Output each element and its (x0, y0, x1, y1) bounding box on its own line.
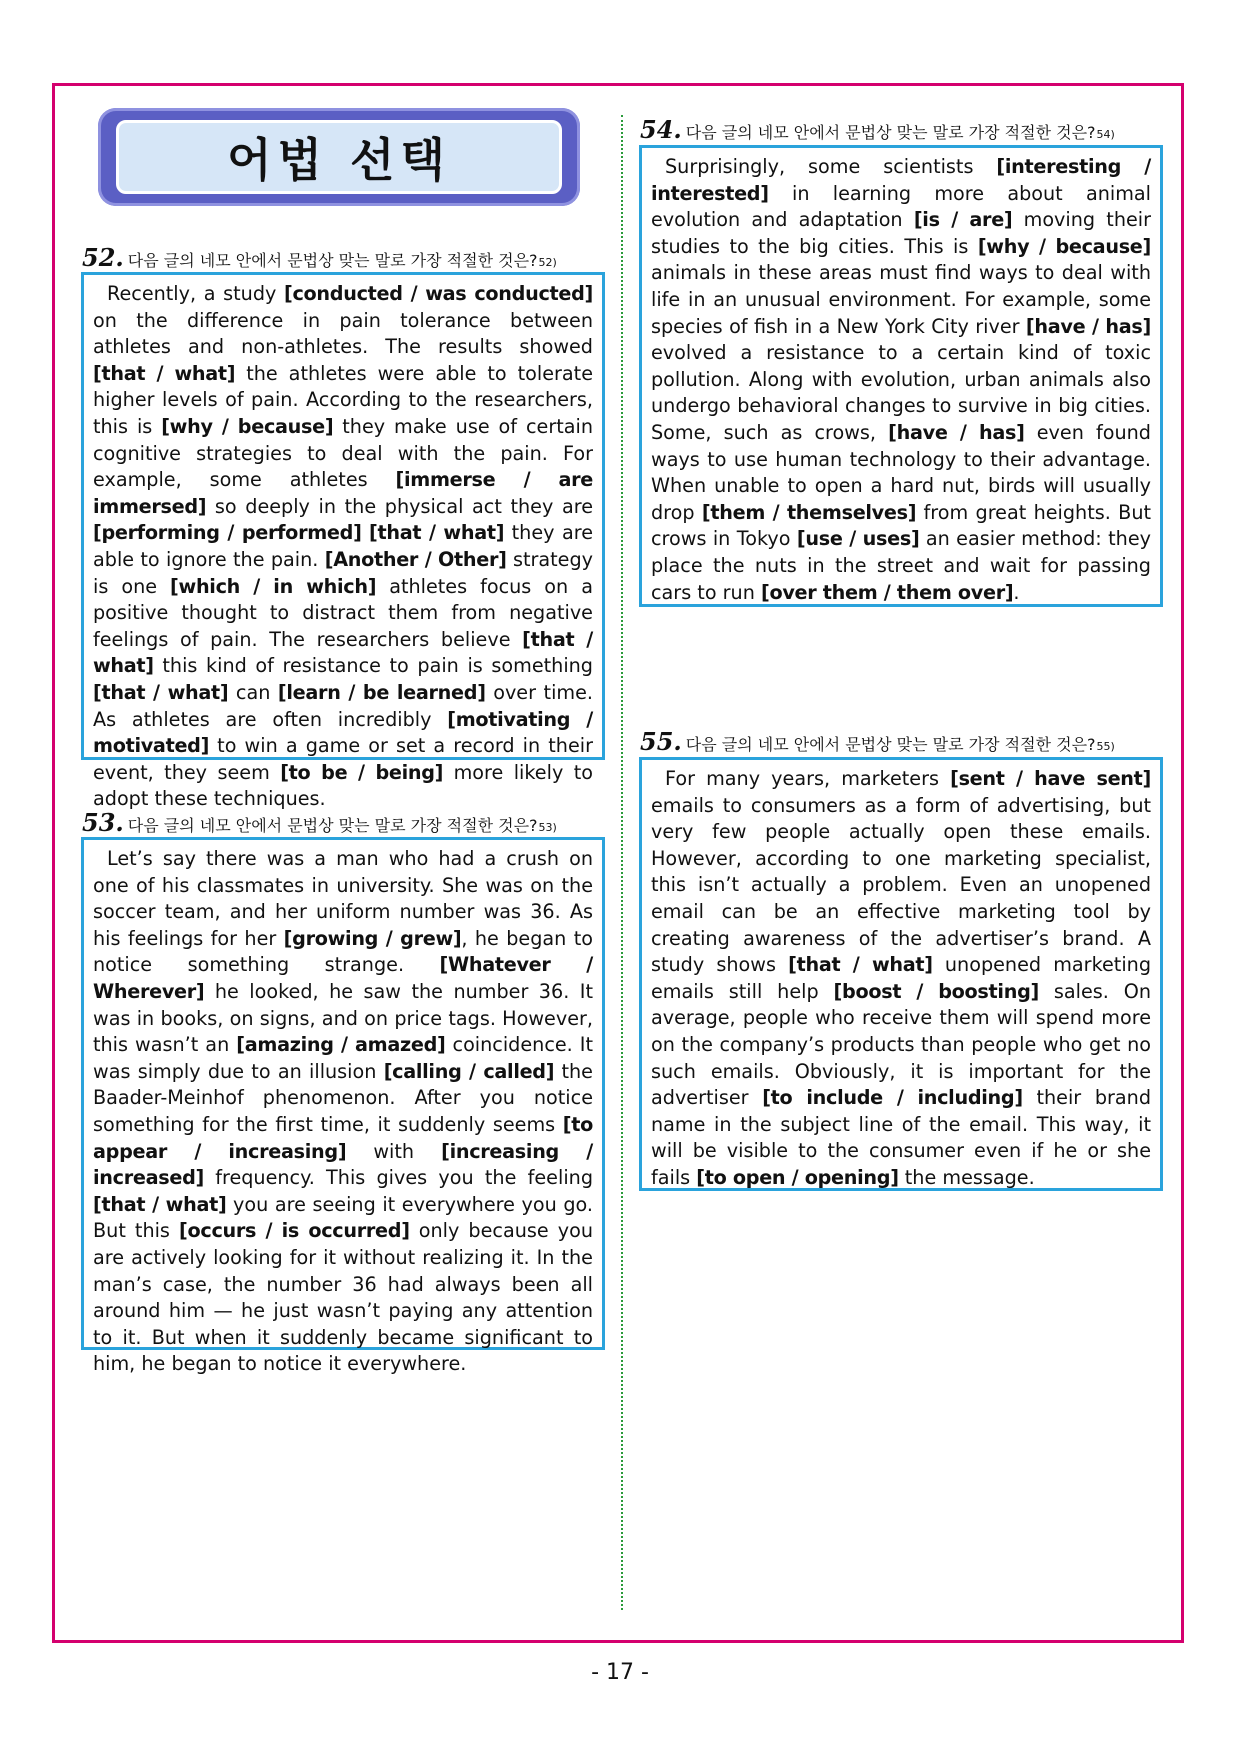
question-number: 54. (640, 115, 682, 144)
grammar-choice: [that / what] (93, 627, 593, 678)
passage-box-55 (639, 757, 1163, 1191)
grammar-choice: [immerse / are immersed] (93, 468, 593, 518)
grammar-choice: [to be / being] (280, 760, 444, 784)
grammar-choice: [that / what] (93, 361, 236, 385)
grammar-choice: [increasing / increased] (93, 1139, 594, 1190)
question-footnote-ref: 55) (1096, 740, 1115, 753)
question-instruction: 다음 글의 네모 안에서 문법상 맞는 말로 가장 적절한 것은? (685, 735, 1096, 754)
grammar-choice: [to appear / increasing] (93, 1112, 593, 1163)
grammar-choice: [to open / opening] (696, 1165, 899, 1189)
question-header-53 (82, 808, 557, 837)
page-number: - 17 - (591, 1660, 649, 1685)
grammar-choice: [Another / Other] (324, 547, 507, 571)
grammar-choice: [that / what] (788, 953, 933, 977)
question-header-52 (82, 243, 557, 272)
question-instruction: 다음 글의 네모 안에서 문법상 맞는 말로 가장 적절한 것은? (685, 123, 1096, 142)
passage-text: Surprisingly, some scientists [interesting / interested] in learning more about animal evolution and adaptation [is / are] moving their studies to the big cities. This is [why / because] animals in these areas must find ways to deal with life in an unusual environment. For example, some species of fish in a New York City river [have / has] evolved a resistance to a certain kind of toxic pollution. Along with evolution, urban animals also undergo behavioral changes to survive in big cities. Some, such as crows, [have / has] even found ways to use human technology to their advantage. When unable to open a hard nut, birds will usually drop [them / themselves] from great heights. But crows in Tokyo [use / uses] an easier method: they place the nuts in the street and wait for passing cars to run [over them / them over]. (651, 155, 1152, 604)
question-footnote-ref: 52) (538, 256, 557, 269)
passage-box-52 (81, 272, 605, 811)
grammar-choice: [that / what] (93, 680, 229, 704)
grammar-choice: [growing / grew] (283, 926, 462, 950)
grammar-choice: [which / in which] (170, 574, 377, 598)
grammar-choice: [over them / them over] (760, 580, 1014, 604)
grammar-choice: [that / what] (369, 521, 505, 545)
passage-text: Recently, a study [conducted / was conducted] on the difference in pain tolerance between athletes and non-athletes. The results showed [that / what] the athletes were able to tolerate higher levels of pain. According to the researchers, this is [why / because] they make use of certain cognitive strategies to deal with the pain. For example, some athletes [immerse / are immersed] so deeply in the physical act they are [performing / performed] [that / what] they are able to ignore the pain. [Another / Other] strategy is one [which / in which] athletes focus on a positive thought to distract them from negative feelings of pain. The researchers believe [that / what] this kind of resistance to pain is something [that / what] can [learn / be learned] over time. As athletes are often incredibly [motivating / motivated] to win a game or set a record in their event, they seem [to be / being] more likely to adopt these techniques. (93, 282, 594, 811)
section-banner-inner (116, 120, 562, 194)
grammar-choice: [performing / performed] (93, 521, 362, 545)
question-instruction: 다음 글의 네모 안에서 문법상 맞는 말로 가장 적절한 것은? (127, 251, 538, 270)
question-header-54 (640, 115, 1115, 144)
grammar-choice: [calling / called] (383, 1059, 555, 1083)
grammar-choice: [use / uses] (796, 527, 920, 551)
grammar-choice: [sent / have sent] (950, 767, 1151, 790)
question-number: 52. (82, 243, 124, 272)
grammar-choice: [interesting / interested] (651, 155, 1151, 205)
column-divider (621, 115, 623, 1610)
grammar-choice: [have / has] (888, 420, 1025, 444)
grammar-choice: [motivating / motivated] (93, 707, 593, 758)
passage-text: For many years, marketers [sent / have sent] emails to consumers as a form of advertising, but very few people actually open these emails. However, according to one marketing specialist, this isn’t actually a problem. Even an unopened email can be an effective marketing tool by creating awareness of the advertiser’s brand. A study shows [that / what] unopened marketing emails still help [boost / boosting] sales. On average, people who receive them will spend more on the company’s products than people who get no such emails. Obviously, it is important for the advertiser [to include / including] their brand name in the subject line of the email. This way, it will be visible to the consumer even if he or she fails [to open / opening] the message. (651, 767, 1152, 1189)
question-header-55 (640, 727, 1115, 756)
section-title: 어법 선택 (227, 133, 451, 187)
question-instruction: 다음 글의 네모 안에서 문법상 맞는 말로 가장 적절한 것은? (127, 816, 538, 835)
question-footnote-ref: 53) (538, 821, 557, 834)
grammar-choice: [learn / be learned] (277, 680, 486, 704)
grammar-choice: [conducted / was conducted] (284, 282, 594, 305)
grammar-choice: [why / because] (977, 234, 1151, 258)
grammar-choice: [is / are] (913, 208, 1013, 232)
passage-box-53 (81, 837, 605, 1376)
grammar-choice: [why / because] (161, 414, 334, 438)
grammar-choice: [that / what] (93, 1192, 227, 1216)
passage-text: Let’s say there was a man who had a crush on one of his classmates in university. She was on the soccer team, and her uniform number was 36. As his feelings for her [growing / grew], he began to notice something strange. [Whatever / Wherever] he looked, he saw the number 36. It was in books, on signs, and on price tags. However, this wasn’t an [amazing / amazed] coincidence. It was simply due to an illusion [calling / called] the Baader-Meinhof phenomenon. After you notice something for the first time, it suddenly seems [to appear / increasing] with [increasing / increased] frequency. This gives you the feeling [that / what] you are seeing it everywhere you go. But this [occurs / is occurred] only because you are actively looking for it without realizing it. In the man’s case, the number 36 had always been all around him — he just wasn’t paying any attention to it. But when it suddenly became significant to him, he began to notice it everywhere. (93, 847, 594, 1376)
passage-box-54 (639, 145, 1163, 607)
grammar-choice: [Whatever / Wherever] (93, 953, 594, 1003)
question-footnote-ref: 54) (1096, 128, 1115, 141)
grammar-choice: [boost / boosting] (833, 979, 1039, 1003)
grammar-choice: [amazing / amazed] (236, 1033, 446, 1057)
grammar-choice: [have / has] (1025, 314, 1151, 338)
grammar-choice: [to include / including] (762, 1086, 1023, 1110)
question-number: 53. (82, 808, 124, 837)
grammar-choice: [occurs / is occurred] (179, 1219, 410, 1243)
question-number: 55. (640, 727, 682, 756)
grammar-choice: [them / themselves] (701, 500, 917, 524)
section-banner (98, 108, 580, 206)
